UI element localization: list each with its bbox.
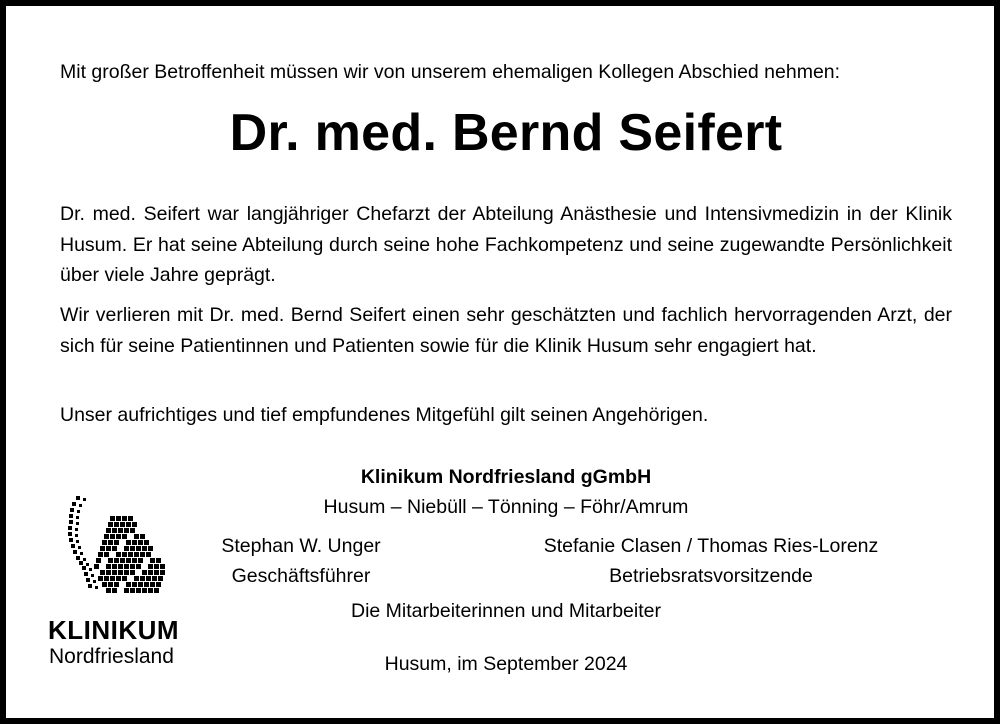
logo-pixel <box>140 534 145 539</box>
logo-pixel <box>154 588 159 593</box>
logo-pixel <box>108 540 113 545</box>
logo-pixel <box>130 528 135 533</box>
logo-pixel <box>132 540 137 545</box>
logo-pixel <box>106 570 111 575</box>
logo-pixel <box>71 544 75 548</box>
deceased-name: Dr. med. Bernd Seifert <box>229 104 783 162</box>
logo-pixel <box>76 496 80 500</box>
logo-pixel <box>86 563 89 566</box>
logo-pixel <box>134 534 139 539</box>
logo-pixel <box>76 556 80 560</box>
logo-pixel <box>75 534 78 537</box>
logo-pixel <box>78 546 81 549</box>
place-date: Husum, im September 2024 <box>384 653 628 675</box>
logo-subtitle: Nordfriesland <box>49 645 174 668</box>
logo-pixel <box>136 546 141 551</box>
signatory-name: Stephan W. Unger <box>221 535 381 557</box>
logo-pixel <box>82 566 86 570</box>
logo-pixel <box>130 588 135 593</box>
logo-pixel <box>120 522 125 527</box>
logo-pixel <box>130 564 135 569</box>
logo-pixel <box>102 540 107 545</box>
logo-pixel <box>122 534 127 539</box>
logo-pixel <box>75 528 78 531</box>
logo-pixel <box>144 540 149 545</box>
logo-pixel <box>124 528 129 533</box>
logo-pixel <box>122 552 127 557</box>
logo-pixel <box>142 570 147 575</box>
logo-pixel <box>150 582 155 587</box>
logo-pixel <box>110 516 115 521</box>
logo-pixel <box>68 532 72 536</box>
logo-pixel <box>154 564 159 569</box>
logo-pixel <box>130 546 135 551</box>
logo-pixel <box>142 546 147 551</box>
logo-pixel <box>134 552 139 557</box>
logo-pixel <box>126 582 131 587</box>
logo-pixel <box>106 528 111 533</box>
logo-pixel <box>148 546 153 551</box>
logo-pixel <box>79 561 83 565</box>
logo-pixel <box>142 588 147 593</box>
logo-pixel <box>114 522 119 527</box>
logo-pixel <box>114 540 119 545</box>
logo-pixel <box>89 568 92 571</box>
logo-pixel <box>83 558 86 561</box>
klinikum-nordfriesland-logo-icon <box>60 494 180 594</box>
logo-pixel <box>150 558 155 563</box>
signatory-name: Stefanie Clasen / Thomas Ries-Lorenz <box>543 535 879 557</box>
logo-pixel <box>93 580 96 583</box>
logo-pixel <box>132 582 137 587</box>
logo-pixel <box>138 558 143 563</box>
logo-pixel <box>148 588 153 593</box>
logo-pixel <box>112 570 117 575</box>
logo-pixel <box>122 516 127 521</box>
logo-pixel <box>118 528 123 533</box>
logo-pixel <box>96 558 101 563</box>
logo-pixel <box>144 582 149 587</box>
logo-pixel <box>106 546 111 551</box>
staff-signature: Die Mitarbeiterinnen und Mitarbeiter <box>351 600 661 622</box>
logo-pixel <box>70 508 74 512</box>
logo-pixel <box>69 520 73 524</box>
logo-pixel <box>160 570 165 575</box>
logo-pixel <box>124 588 129 593</box>
logo-title: KLINIKUM <box>48 615 180 645</box>
logo-pixel <box>126 522 131 527</box>
logo-pixel <box>136 588 141 593</box>
logo-pixel <box>156 558 161 563</box>
logo-pixel <box>116 576 121 581</box>
logo-pixel <box>94 564 99 569</box>
logo-pixel <box>79 504 82 507</box>
logo-pixel <box>128 516 133 521</box>
logo-pixel <box>98 552 103 557</box>
logo-pixel <box>118 570 123 575</box>
logo-pixel <box>138 582 143 587</box>
logo-pixel <box>112 546 117 551</box>
logo-pixel <box>98 576 103 581</box>
logo-pixel <box>124 564 129 569</box>
logo-pixel <box>73 550 77 554</box>
logo-pixel <box>69 514 73 518</box>
logo-pixel <box>140 576 145 581</box>
logo-pixel <box>114 558 119 563</box>
logo-pixel <box>132 558 137 563</box>
logo-pixel <box>128 552 133 557</box>
logo-pixel <box>106 564 111 569</box>
logo-pixel <box>76 540 79 543</box>
logo-pixel <box>160 564 165 569</box>
logo-pixel <box>100 546 105 551</box>
logo-pixel <box>120 558 125 563</box>
logo-pixel <box>110 534 115 539</box>
logo-pixel <box>104 576 109 581</box>
organization-name: Klinikum Nordfriesland gGmbH <box>360 466 652 488</box>
logo-pixel <box>122 576 127 581</box>
signatory-role: Geschäftsführer <box>231 565 371 587</box>
logo-pixel <box>116 534 121 539</box>
paragraph-appreciation: Wir verlieren mit Dr. med. Bernd Seifert einen sehr geschätzten und fachlich hervorragenden Arzt, der sich für seine Patientinnen und Patienten sowie für die Klinik Husum sehr engagiert hat. <box>60 304 952 357</box>
logo-pixel <box>124 570 129 575</box>
logo-pixel <box>76 522 79 525</box>
logo-pixel <box>112 528 117 533</box>
logo-pixel <box>138 540 143 545</box>
logo-pixel <box>77 510 80 513</box>
logo-pixel <box>69 538 73 542</box>
logo-pixel <box>104 552 109 557</box>
logo-pixel <box>86 578 90 582</box>
logo-pixel <box>148 570 153 575</box>
logo-pixel <box>148 564 153 569</box>
logo-pixel <box>118 564 123 569</box>
logo-pixel <box>130 570 135 575</box>
paragraph-career: Dr. med. Seifert war langjähriger Chefarzt der Abteilung Anästhesie und Intensivmedizin in der Klinik Husum. Er hat seine Abteilung durch seine hohe Fachkompetenz und seine zugewandte Persönlichkeit über viele Jahre geprägt. <box>60 203 952 286</box>
logo-pixel <box>134 576 139 581</box>
logo-pixel <box>126 558 131 563</box>
logo-pixel <box>102 582 107 587</box>
signatory-role: Betriebsratsvorsitzende <box>609 565 813 587</box>
logo-pixel <box>108 582 113 587</box>
logo-pixel <box>124 546 129 551</box>
logo-pixel <box>88 584 92 588</box>
logo-pixel <box>112 588 117 593</box>
logo-pixel <box>136 564 141 569</box>
logo-pixel <box>146 576 151 581</box>
logo-pixel <box>126 540 131 545</box>
logo-pixel <box>108 522 113 527</box>
logo-pixel <box>80 552 83 555</box>
logo-pixel <box>100 570 105 575</box>
logo-pixel <box>140 552 145 557</box>
logo-pixel <box>76 516 79 519</box>
logo-pixel <box>152 576 157 581</box>
logo-pixel <box>132 522 137 527</box>
logo-pixel <box>91 574 94 577</box>
logo-pixel <box>110 576 115 581</box>
logo-pixel <box>154 570 159 575</box>
logo-pixel <box>112 564 117 569</box>
logo-pixel <box>116 552 121 557</box>
logo-pixel <box>116 516 121 521</box>
logo-pixel <box>114 582 119 587</box>
logo-pixel <box>68 526 72 530</box>
logo-pixel <box>95 586 98 589</box>
intro-text: Mit großer Betroffenheit müssen wir von unserem ehemaligen Kollegen Abschied nehmen: <box>60 61 841 83</box>
logo-pixel <box>84 572 88 576</box>
logo-pixel <box>156 582 161 587</box>
signatory-management <box>171 531 431 591</box>
logo-pixel <box>158 576 163 581</box>
logo-pixel <box>108 558 113 563</box>
logo-pixel <box>106 588 111 593</box>
paragraph-condolence: Unser aufrichtiges und tief empfundenes Mitgefühl gilt seinen Angehörigen. <box>60 404 709 426</box>
logo-pixel <box>72 502 76 506</box>
organization-locations: Husum – Niebüll – Tönning – Föhr/Amrum <box>323 496 689 518</box>
logo-pixel <box>104 534 109 539</box>
logo-pixel <box>146 552 151 557</box>
signatory-works-council <box>486 531 936 591</box>
logo-pixel <box>83 498 86 501</box>
